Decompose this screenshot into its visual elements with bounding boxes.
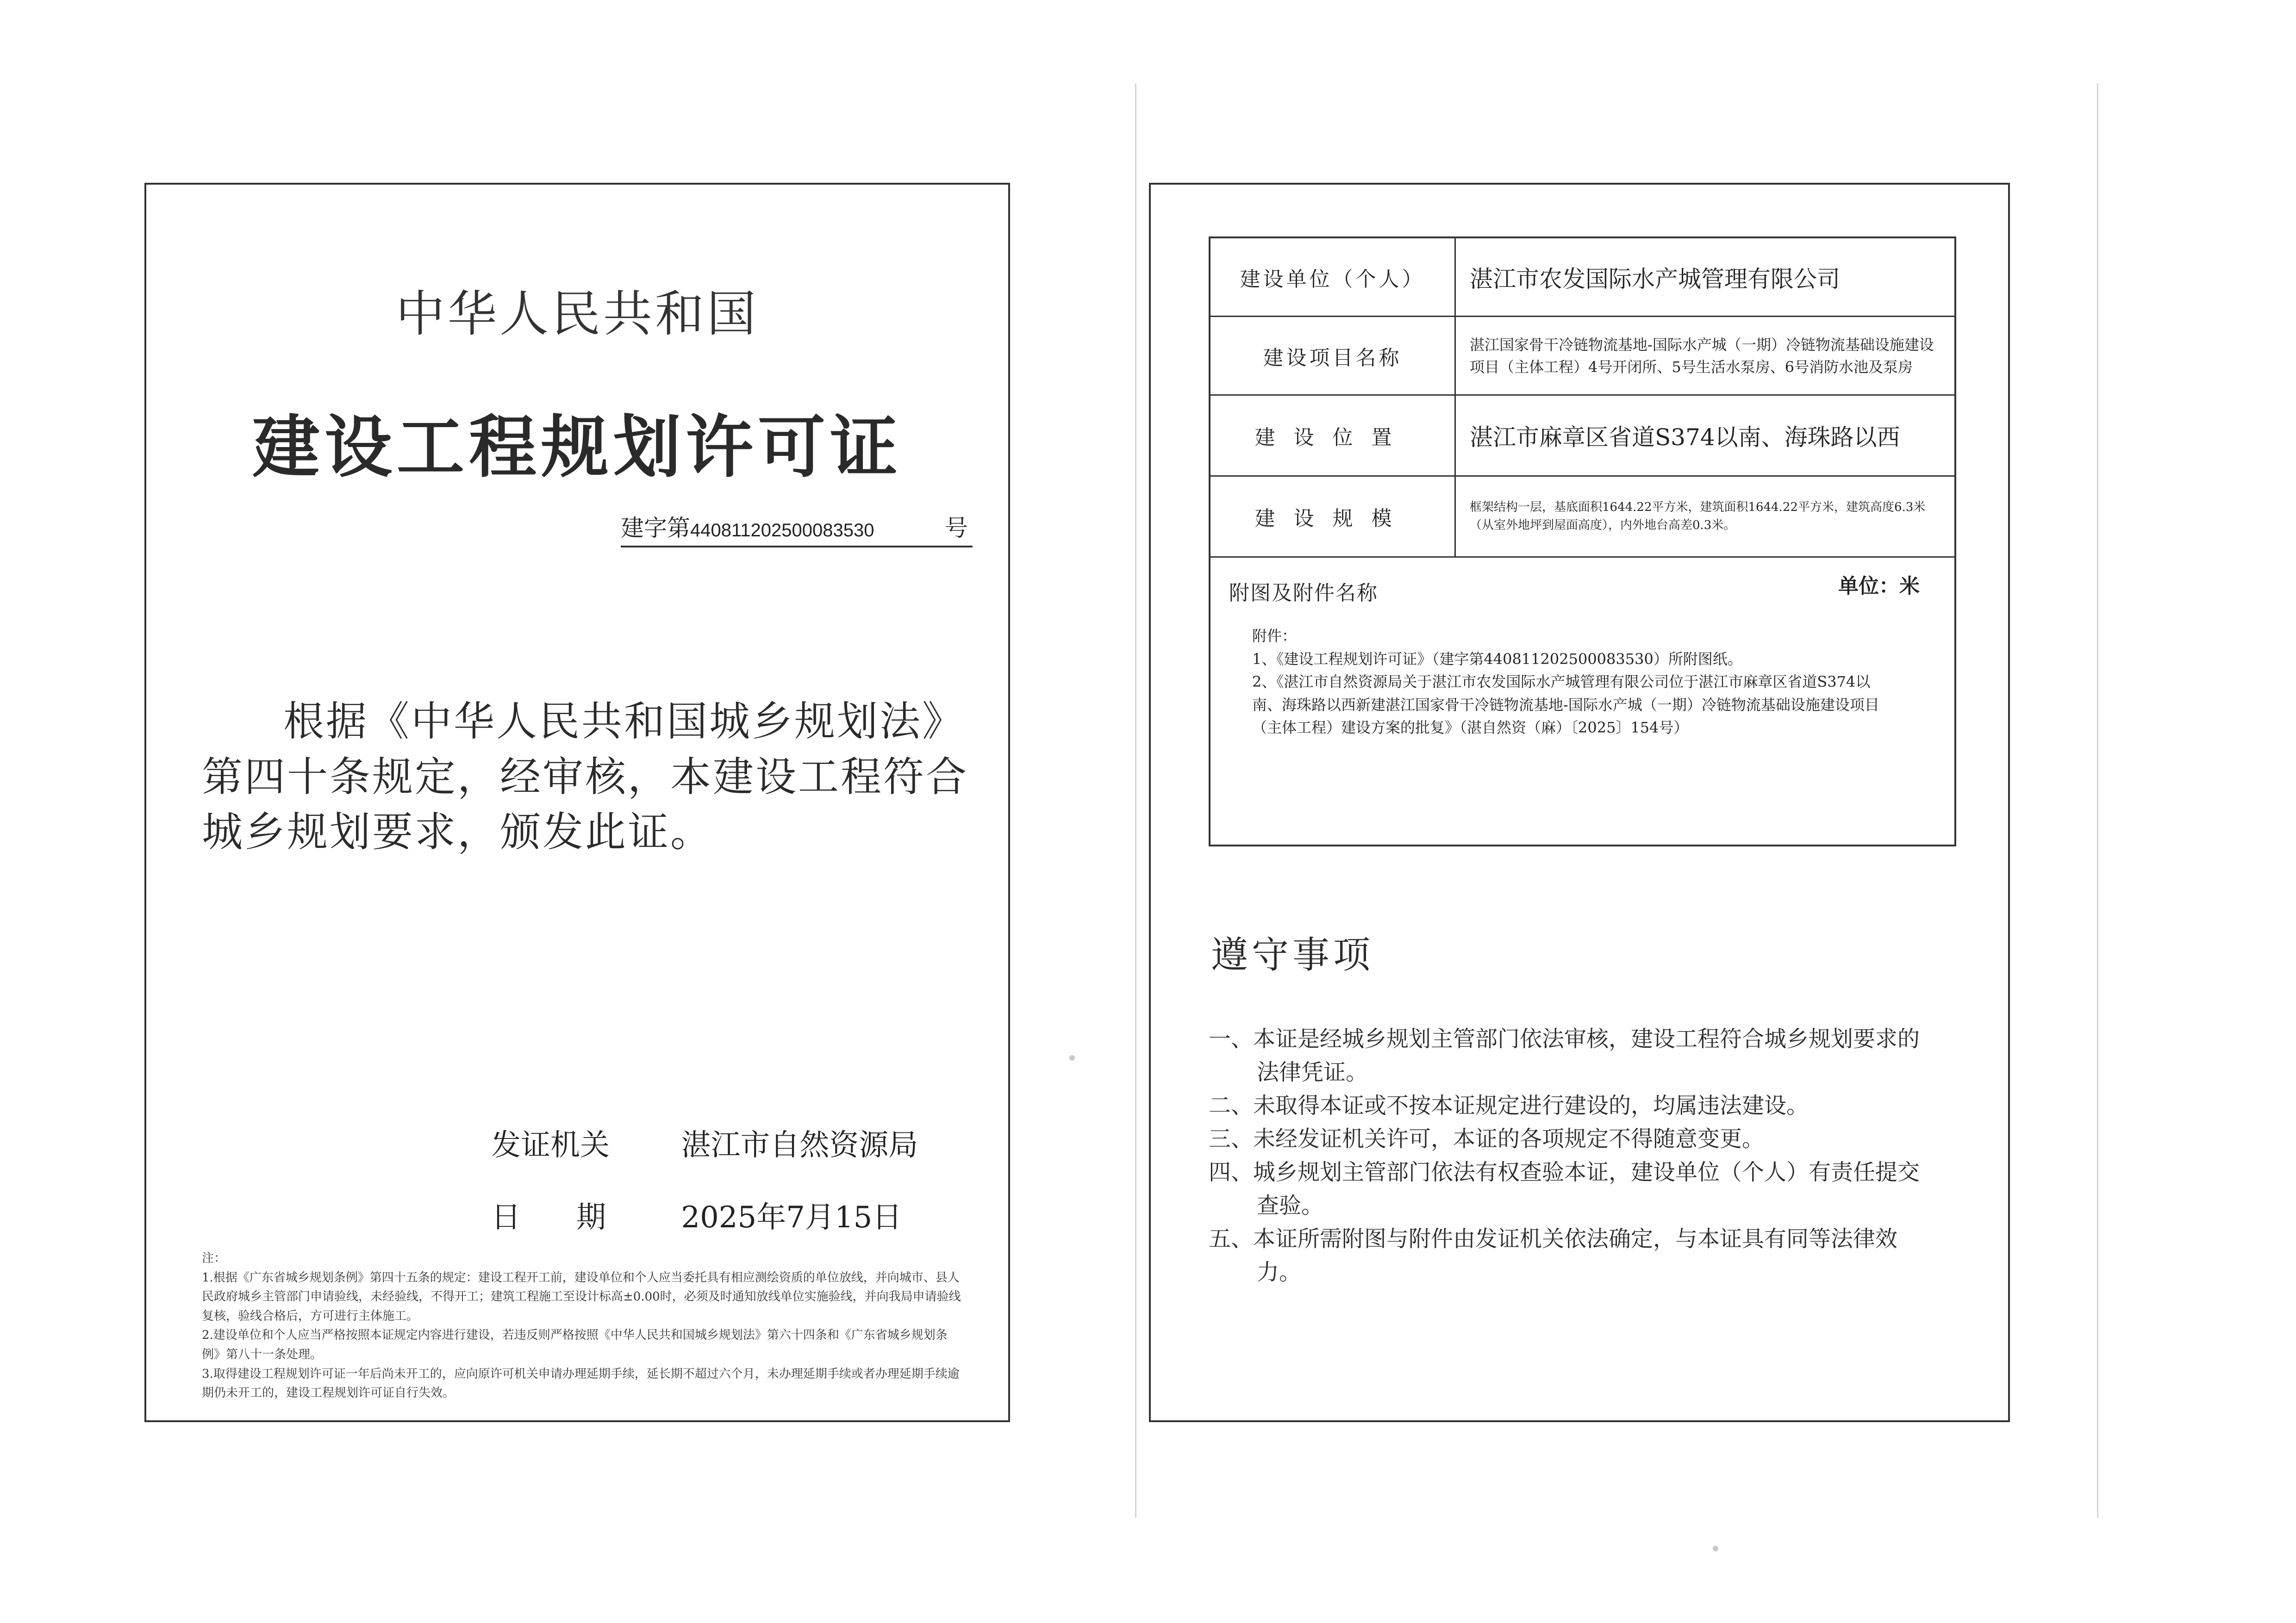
rule-item: 三、未经发证机关许可，本证的各项规定不得随意变更。	[1209, 1126, 1765, 1152]
note-item: 2.建设单位和个人应当严格按照本证规定内容进行建设，若违反则严格按照《中华人民共和国城乡规划法》第六十四条和《广东省城乡规划条例》第八十一条处理。	[202, 1328, 948, 1362]
row-label: 建设规模	[1210, 477, 1456, 556]
row-label: 建设项目名称	[1210, 317, 1456, 394]
scan-speck	[1713, 1546, 1718, 1551]
certificate-number-code: 440811202500083530	[690, 520, 874, 541]
permit-details-page	[1149, 183, 2010, 1422]
row-value: 湛江市农发国际水产城管理有限公司	[1470, 265, 1840, 292]
row-label: 建设单位（个人）	[1210, 238, 1456, 316]
compliance-rules	[1209, 1022, 1940, 1289]
rule-item: 五、本证所需附图与附件由发证机关依法确定，与本证具有同等法律效力。	[1209, 1226, 1898, 1285]
rule-item: 二、未取得本证或不按本证规定进行建设的，均属违法建设。	[1209, 1093, 1809, 1119]
certificate-number-suffix: 号	[945, 515, 968, 541]
attachment-item: 1、《建设工程规划许可证》（建字第440811202500083530）所附图纸。	[1252, 650, 1742, 668]
notes-section	[202, 1249, 961, 1403]
rule-item: 一、本证是经城乡规划主管部门依法审核，建设工程符合城乡规划要求的法律凭证。	[1209, 1026, 1920, 1085]
certificate-number-prefix: 建字第	[621, 515, 690, 541]
attachments-label: 附图及附件名称	[1229, 581, 1378, 605]
row-value: 框架结构一层，基底面积1644.22平方米，建筑面积1644.22平方米，建筑高度6.3米（从室外地坪到屋面高度），内外地台高差0.3米。	[1470, 500, 1926, 532]
legal-basis-text: 根据《中华人民共和国城乡规划法》第四十条规定，经审核，本建设工程符合城乡规划要求，颁发此证。	[202, 697, 969, 856]
table-row-project-name	[1210, 317, 1954, 396]
row-label: 建设位置	[1210, 396, 1456, 475]
country-name: 中华人民共和国	[396, 286, 759, 342]
table-row-location	[1210, 396, 1954, 477]
attachment-item: 2、《湛江市自然资源局关于湛江市农发国际水产城管理有限公司位于湛江市麻章区省道S374以南、海珠路以西新建湛江国家骨干冷链物流基地-国际水产城（一期）冷链物流基础设施建设项目（主体工程）建设方案的批复》（湛自然资（麻）〔2025〕154号）	[1252, 673, 1879, 737]
note-item: 3.取得建设工程规划许可证一年后尚未开工的，应向原许可机关申请办理延期手续，延长期不超过六个月，未办理延期手续或者办理延期手续逾期仍未开工的，建设工程规划许可证自行失效。	[202, 1367, 960, 1400]
scan-edge-line-right	[2097, 83, 2098, 1518]
date-label: 日期	[491, 1200, 661, 1235]
notes-title: 注：	[202, 1251, 226, 1265]
issuer-value: 湛江市自然资源局	[681, 1128, 918, 1163]
row-value: 湛江市麻章区省道S374以南、海珠路以西	[1470, 424, 1900, 451]
scan-edge-line-left	[1135, 83, 1136, 1518]
certificate-title: 建设工程规划许可证	[252, 408, 902, 487]
issue-date	[491, 1194, 902, 1236]
issuing-authority	[491, 1121, 918, 1164]
rule-item: 四、城乡规划主管部门依法有权查验本证，建设单位（个人）有责任提交查验。	[1209, 1159, 1920, 1219]
table-row-scale	[1210, 477, 1954, 558]
row-value: 湛江国家骨干冷链物流基地-国际水产城（一期）冷链物流基础设施建设项目（主体工程）4号开闭所、5号生活水泵房、6号消防水池及泵房	[1470, 336, 1934, 376]
note-item: 1.根据《广东省城乡规划条例》第四十五条的规定：建设工程开工前，建设单位和个人应当委托具有相应测绘资质的单位放线，并向城市、县人民政府城乡主管部门申请验线，未经验线，不得开工；建筑工程施工至设计标高±0.00时，必须及时通知放线单位实施验线，并向我局申请验线复核，验线合格后，方可进行主体施工。	[202, 1270, 961, 1323]
permit-front-page	[144, 183, 1010, 1422]
certificate-number	[621, 509, 973, 547]
scan-speck	[1069, 1055, 1075, 1061]
project-info-table	[1209, 236, 1956, 846]
unit-label: 单位：米	[1838, 574, 1920, 598]
compliance-title: 遵守事项	[1211, 933, 1374, 976]
attachments-intro: 附件：	[1252, 627, 1297, 645]
attachments-section	[1210, 558, 1954, 845]
attachments-list	[1252, 625, 1891, 740]
issuer-label: 发证机关	[491, 1128, 610, 1163]
date-value: 2025年7月15日	[681, 1200, 902, 1235]
table-row-applicant	[1210, 238, 1954, 317]
